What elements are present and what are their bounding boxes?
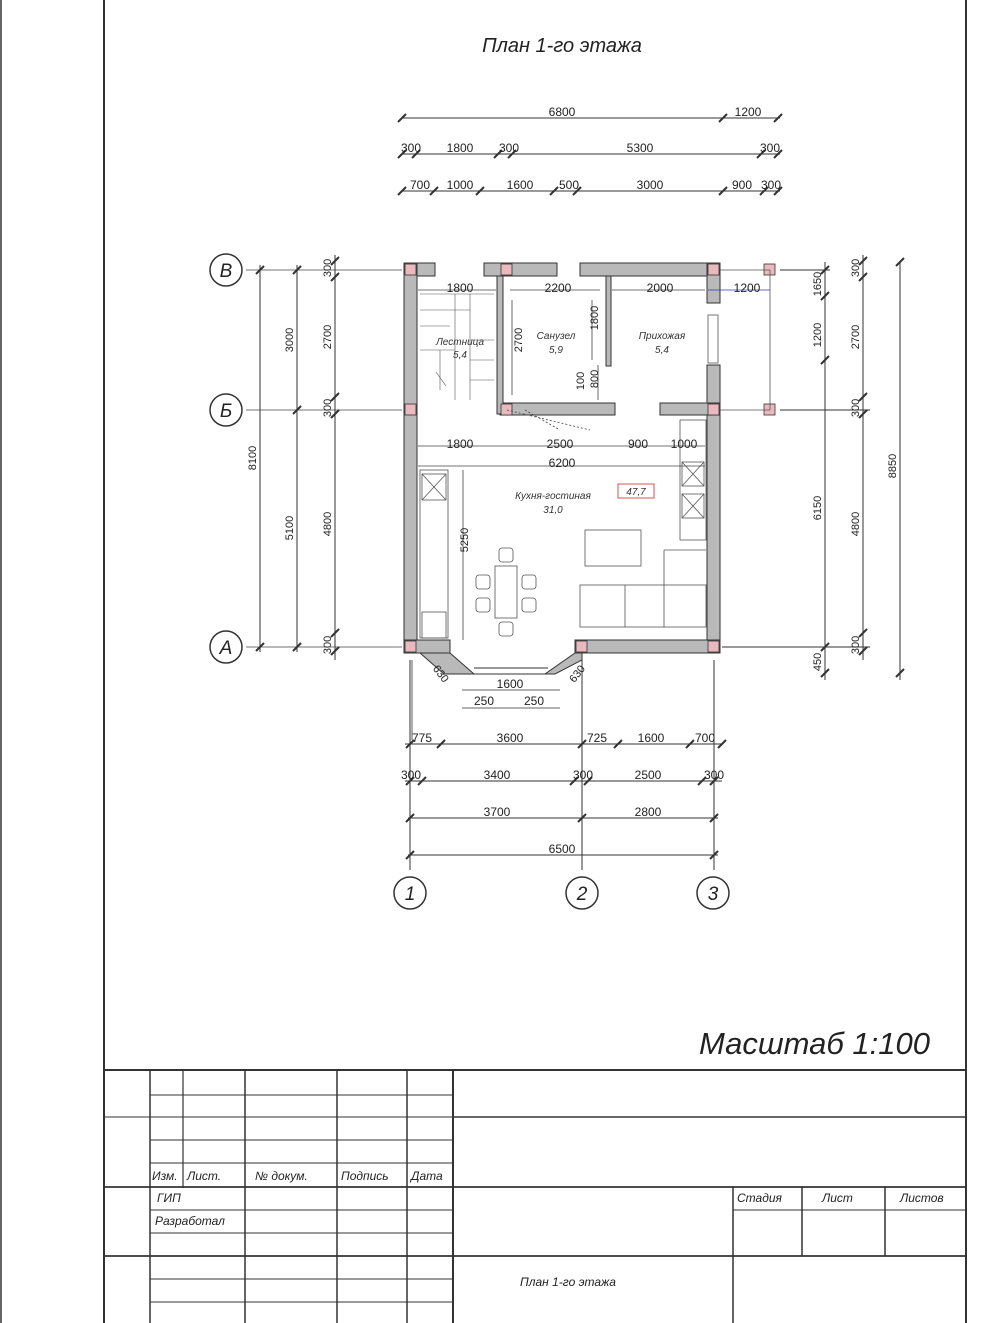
dim-label: 1600 (506, 178, 534, 192)
tb-row-label: Разработал (155, 1214, 225, 1228)
top-dim-row-1 (549, 105, 762, 119)
dim-label: 1600 (496, 677, 524, 691)
tb-header: № докум. (255, 1169, 308, 1183)
dim-label: 3600 (496, 731, 524, 745)
dim-label: 100 (575, 371, 587, 391)
dim-label: 300 (760, 178, 782, 192)
dim-label: 8100 (247, 445, 259, 471)
dim-label: 1650 (812, 271, 824, 297)
dim-label: 6150 (812, 495, 824, 521)
dim-label: 2200 (544, 281, 572, 295)
bottom-dim-row-2 (401, 768, 724, 782)
dim-label: 2500 (634, 768, 662, 782)
room-area-kitchen-living: 31,0 (543, 505, 563, 516)
tb-header: Лист. (187, 1169, 222, 1183)
dim-label: 2700 (322, 324, 334, 350)
dim-label: 1000 (670, 437, 698, 451)
axis-label: Б (219, 401, 233, 422)
dim-label: 3700 (483, 805, 511, 819)
dim-label: 300 (322, 258, 334, 278)
dim-label: 300 (322, 635, 334, 655)
dim-label: 300 (850, 258, 862, 278)
kitchen-counter (420, 315, 718, 638)
dim-label: 250 (473, 694, 495, 708)
drawing-title: План 1-го этажа (482, 35, 642, 57)
dim-label: 250 (523, 694, 545, 708)
dim-label: 2500 (546, 437, 574, 451)
dim-label: 300 (322, 398, 334, 418)
dim-label: 300 (850, 635, 862, 655)
dim-label: 300 (850, 398, 862, 418)
tb-stage-header: Стадия (737, 1191, 782, 1205)
room-tag: 47,7 (626, 487, 646, 498)
dim-label: 300 (498, 141, 520, 155)
left-dimensions (256, 255, 339, 660)
dim-label: 900 (731, 178, 753, 192)
dim-label: 4800 (322, 511, 334, 537)
room-area-hallway: 5,4 (655, 345, 669, 356)
dim-label: 300 (759, 141, 781, 155)
top-dim-row-2 (401, 141, 780, 155)
dim-label: 8850 (887, 453, 899, 479)
dim-label: 2000 (646, 281, 674, 295)
dim-label: 1800 (446, 141, 474, 155)
dim-label: 630 (429, 663, 451, 686)
dim-label: 6800 (548, 105, 576, 119)
dim-label: 300 (400, 141, 422, 155)
dim-label: 500 (558, 178, 580, 192)
axis-bubble-3 (697, 877, 729, 909)
dim-label: 6500 (548, 842, 576, 856)
tb-header: Изм. (152, 1169, 178, 1183)
dim-label: 300 (400, 768, 422, 782)
bottom-dimensions (405, 660, 726, 870)
axis-label: 1 (404, 884, 416, 905)
axis-label: 2 (576, 884, 588, 905)
axis-label: 3 (707, 884, 719, 905)
dim-label: 1000 (446, 178, 474, 192)
dim-label: 450 (812, 652, 824, 672)
bottom-dim-row-3 (484, 805, 662, 819)
dim-label: 6200 (548, 456, 576, 470)
dim-label: 5100 (284, 515, 296, 541)
dim-label-blue: 1200 (733, 281, 761, 295)
dim-label: 900 (627, 437, 649, 451)
dim-label: 775 (411, 731, 433, 745)
dim-label: 300 (572, 768, 594, 782)
axis-bubble-v (210, 254, 242, 286)
dim-label: 1600 (637, 731, 665, 745)
dim-label: 630 (567, 663, 589, 686)
dim-label: 3000 (636, 178, 664, 192)
dim-label: 5300 (626, 141, 654, 155)
dim-label: 3000 (284, 327, 296, 353)
right-dimensions (722, 255, 904, 680)
dim-label: 4800 (850, 511, 862, 537)
dim-label: 1200 (734, 105, 762, 119)
dim-label: 300 (703, 768, 725, 782)
room-name-hallway: Прихожая (638, 331, 686, 342)
axis-bubble-a (210, 631, 242, 663)
axis-bubble-2 (566, 877, 598, 909)
floor-plan (404, 263, 775, 740)
bottom-dim-row-1 (412, 731, 715, 745)
dim-label: 2700 (850, 324, 862, 350)
axis-label: В (219, 261, 233, 282)
dim-label: 700 (694, 731, 716, 745)
axis-bubble-b (210, 394, 242, 426)
dining-table (476, 548, 536, 636)
dim-label: 700 (409, 178, 431, 192)
room-name-staircase: Лестница (435, 337, 485, 348)
axis-bubble-1 (394, 877, 426, 909)
dim-label: 1800 (589, 305, 601, 331)
room-area-bathroom: 5,9 (549, 345, 563, 356)
dim-label: 2700 (513, 327, 525, 353)
bottom-dim-row-4 (549, 842, 576, 856)
dim-label: 1200 (812, 322, 824, 348)
dim-label: 3400 (483, 768, 511, 782)
dim-label: 800 (589, 369, 601, 389)
dim-label: 5250 (459, 527, 471, 553)
top-dim-row-3 (410, 178, 781, 192)
tb-sheet-name: План 1-го этажа (520, 1275, 616, 1289)
dim-label: 725 (586, 731, 608, 745)
tb-stage-header: Лист (822, 1191, 853, 1205)
axis-label: А (219, 638, 233, 659)
dim-label: 1800 (446, 281, 474, 295)
scale-label: Масштаб 1:100 (699, 1026, 930, 1061)
room-name-kitchen-living: Кухня-гостиная (515, 491, 591, 502)
tb-header: Дата (411, 1169, 443, 1183)
room-area-staircase: 5,4 (453, 350, 467, 361)
tb-row-label: ГИП (157, 1191, 181, 1205)
dim-label: 2800 (634, 805, 662, 819)
tb-stage-header: Листов (900, 1191, 944, 1205)
room-name-bathroom: Санузел (536, 331, 576, 342)
tb-header: Подпись (341, 1169, 389, 1183)
sofa (580, 530, 706, 627)
dim-label: 1800 (446, 437, 474, 451)
